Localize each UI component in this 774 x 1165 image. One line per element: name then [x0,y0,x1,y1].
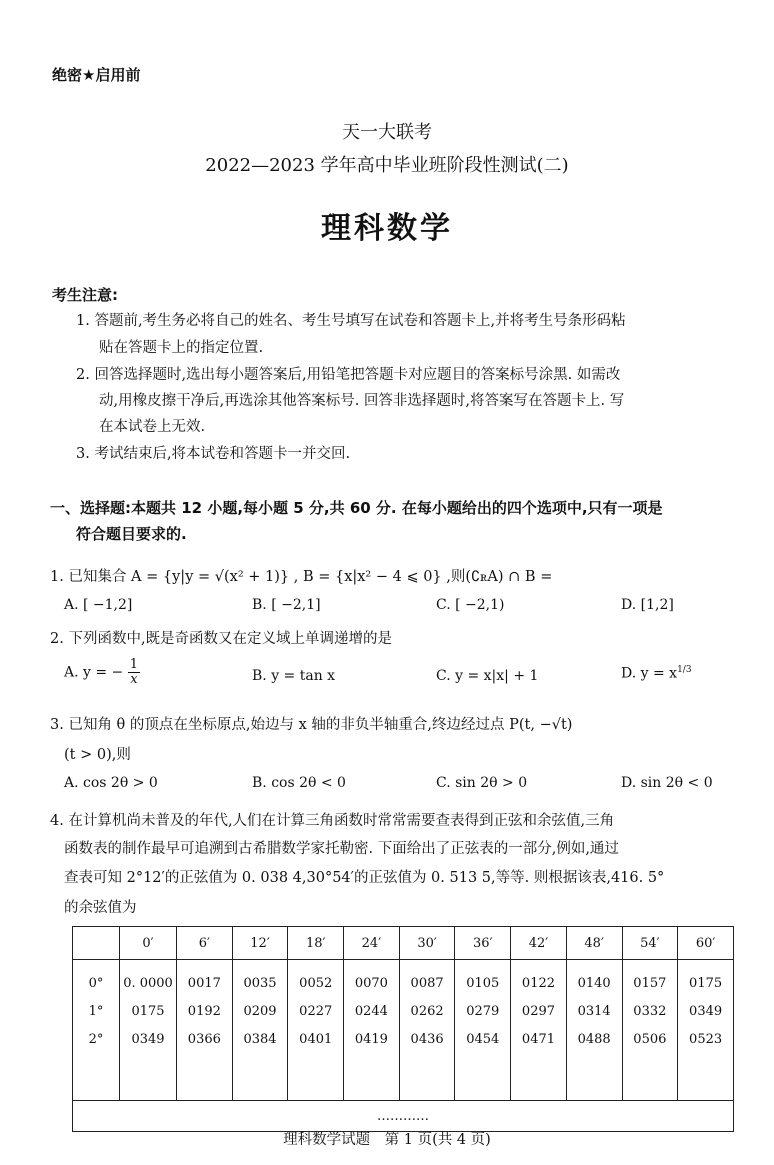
header-cell: 12′ [232,927,288,960]
question-3-option-d: D. sin 2θ < 0 [621,775,713,791]
header-cell: 18′ [288,927,344,960]
table-cell: 0488 [577,1032,611,1047]
value-column [120,960,177,1101]
value-column [455,960,511,1101]
notice-item-2-line-2: 动,用橡皮擦干净后,再选涂其他答案标号. 回答非选择题时,将答案写在答题卡上. 写 [99,393,625,409]
question-1-option-b: B. [ −2,1] [252,597,321,613]
value-column [678,960,734,1101]
value-column [177,960,233,1101]
table-cell: 0105 [466,976,500,991]
table-cell: 0332 [633,1004,667,1019]
subject-title: 理科数学 [321,211,453,246]
sine-table-ellipsis-row [73,1101,734,1132]
table-cell: 0523 [689,1032,723,1047]
question-2-option-d-exponent: 1/3 [677,665,692,675]
header-cell: 54′ [622,927,678,960]
question-1-option-d: D. [1,2] [621,597,674,613]
table-cell: 0506 [633,1032,667,1047]
sine-table-header-row [73,927,734,960]
question-3-stem-line-1: 3. 已知角 θ 的顶点在坐标原点,始边与 x 轴的非负半轴重合,终边经过点 P(t, −√t) [50,717,573,733]
question-3-option-b: B. cos 2θ < 0 [252,775,346,791]
table-cell: 0297 [521,1004,556,1019]
table-cell: 0262 [410,1004,444,1019]
table-cell: 0279 [466,1004,500,1019]
fraction-numerator: 1 [129,657,139,672]
value-column [566,960,622,1101]
question-4-line-2: 函数表的制作最早可追溯到古希腊数学家托勒密. 下面给出了正弦表的一部分,例如,通过 [64,841,619,857]
table-cell: 2° [88,1032,104,1047]
question-2-option-b: B. y = tan x [252,668,336,684]
question-2-stem: 2. 下列函数中,既是奇函数又在定义域上单调递增的是 [50,631,393,647]
value-column [399,960,455,1101]
question-4-line-4: 的余弦值为 [64,900,137,916]
table-cell: 0209 [243,1004,277,1019]
notice-item-3: 3. 考试结束后,将本试卷和答题卡一并交回. [76,446,351,462]
header-cell: 24′ [344,927,400,960]
value-column [288,960,344,1101]
header-cell: 0′ [120,927,177,960]
header-cell: 42′ [511,927,567,960]
header-cell: 48′ [566,927,622,960]
question-1-option-c: C. [ −2,1) [436,597,505,613]
value-column [511,960,567,1101]
table-cell: 0419 [354,1032,388,1047]
question-2-option-d [621,665,692,682]
table-cell: 0175 [131,1004,165,1019]
table-cell: 0366 [187,1032,221,1047]
question-1-option-a: A. [ −1,2] [64,597,133,613]
confidential-label: 绝密★启用前 [52,66,141,84]
exam-name: 2022—2023 学年高中毕业班阶段性测试(二) [205,155,569,176]
table-cell: 0157 [633,976,667,991]
table-ellipsis: ………… [73,1101,734,1132]
header-cell: 30′ [399,927,455,960]
table-cell: 0070 [354,976,388,991]
table-cell: 0244 [354,1004,388,1019]
fraction [128,658,140,687]
question-2-option-c: C. y = x|x| + 1 [436,668,539,684]
question-4-line-1: 4. 在计算机尚未普及的年代,人们在计算三角函数时常常需要查表得到正弦和余弦值,三角 [50,813,615,829]
table-cell: 0035 [243,976,277,991]
question-3-stem-line-2: (t > 0),则 [64,747,131,763]
fraction-denominator: x [130,672,138,687]
question-2-option-a [64,658,140,687]
question-3-option-a: A. cos 2θ > 0 [64,775,158,791]
table-cell: 0175 [689,976,723,991]
header-cell: 60′ [678,927,734,960]
table-cell: 0. 0000 [123,976,173,991]
table-cell: 0052 [299,976,333,991]
table-cell: 0471 [521,1032,556,1047]
sine-table [72,926,734,1132]
value-column [622,960,678,1101]
question-1-stem: 1. 已知集合 A = {y|y = √(x² + 1)} , B = {x|x² − 4 ⩽ 0} ,则(∁ꭱA) ∩ B = [50,569,553,585]
table-cell: 0087 [410,976,444,991]
table-cell: 0140 [577,976,611,991]
table-cell: 0454 [466,1032,500,1047]
table-cell: 0192 [187,1004,221,1019]
table-cell: 0401 [299,1032,333,1047]
table-cell: 1° [88,1004,104,1019]
question-4-line-3: 查表可知 2°12′的正弦值为 0. 038 4,30°54′的正弦值为 0. 513 5,等等. 则根据该表,416. 5° [64,870,665,886]
sine-table-body-row [73,960,734,1101]
page-footer: 理科数学试题 第 1 页(共 4 页) [283,1132,491,1148]
table-cell: 0314 [577,1004,611,1019]
value-column [232,960,288,1101]
table-cell: 0384 [243,1032,277,1047]
table-cell: 0122 [521,976,556,991]
notice-item-1-line-1: 1. 答题前,考生务必将自己的姓名、考生号填写在试卷和答题卡上,并将考生号条形码粘 [76,313,626,329]
notice-title: 考生注意: [52,286,118,304]
header-cell: 36′ [455,927,511,960]
table-cell: 0017 [187,976,221,991]
exam-organizer: 天一大联考 [342,122,432,143]
notice-item-1-line-2: 贴在答题卡上的指定位置. [99,340,264,356]
notice-item-2-line-1: 2. 回答选择题时,选出每小题答案后,用铅笔把答题卡对应题目的答案标号涂黑. 如需改 [76,367,621,383]
table-cell: 0227 [299,1004,333,1019]
degree-column [73,960,120,1101]
notice-item-2-line-3: 在本试卷上无效. [99,419,206,435]
table-cell: 0349 [689,1004,723,1019]
question-2-option-d-base: D. y = x [621,665,678,682]
table-cell: 0349 [131,1032,165,1047]
table-cell: 0436 [410,1032,444,1047]
section-heading-line-2: 符合题目要求的. [76,525,187,543]
table-cell: 0° [88,976,104,991]
header-cell: 6′ [177,927,233,960]
question-3-option-c: C. sin 2θ > 0 [436,775,528,791]
section-heading-line-1: 一、选择题:本题共 12 小题,每小题 5 分,共 60 分. 在每小题给出的四个选项中,只有一项是 [50,499,663,517]
header-cell [73,927,120,960]
value-column [344,960,400,1101]
question-2-option-a-prefix: A. y = − [64,664,124,681]
